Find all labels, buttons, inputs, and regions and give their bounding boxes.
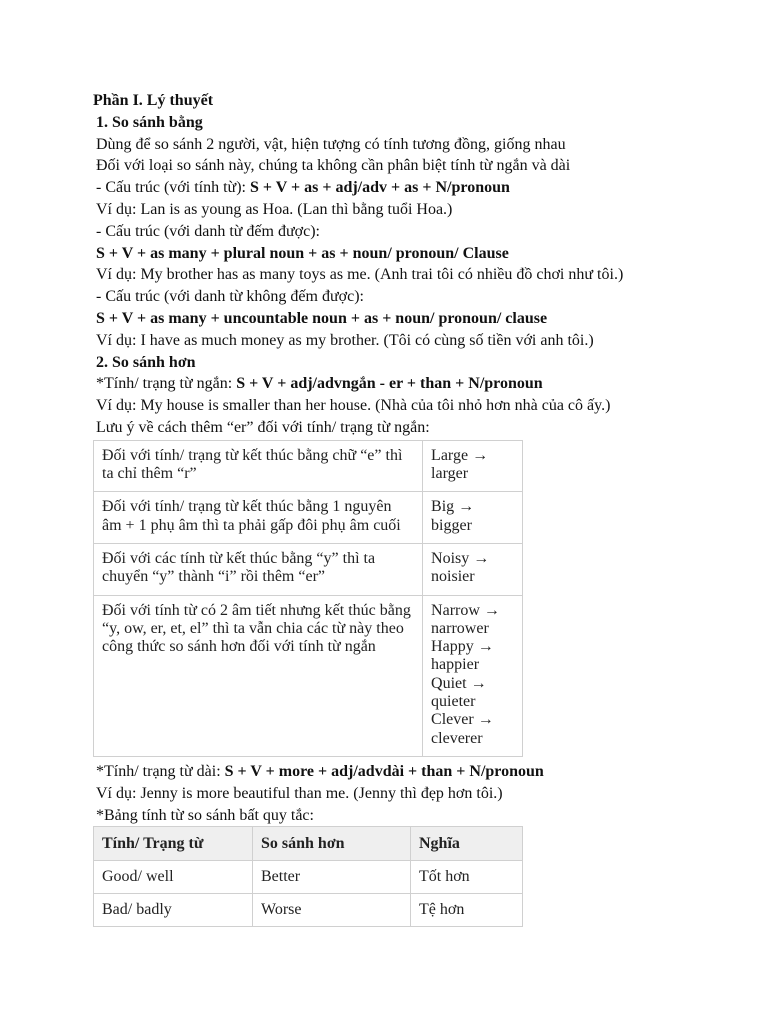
structure-countable-label: - Cấu trúc (với danh từ đếm được): [96, 222, 320, 240]
example-1: Ví dụ: Lan is as young as Hoa. (Lan thì bằng tuổi Hoa.) [96, 200, 453, 218]
short-formula: S + V + adj/advngắn - er + than + N/pronoun [236, 375, 543, 393]
example-word: quieter [431, 693, 476, 711]
table-row [94, 543, 523, 595]
paragraph-definition: Dùng để so sánh 2 người, vật, hiện tượng có tính tương đồng, giống nhau [96, 135, 566, 153]
table-cell: Better [253, 861, 411, 894]
table-cell: Good/ well [94, 861, 253, 894]
rule-examples [423, 595, 523, 756]
irregular-table [93, 826, 523, 927]
table-cell: Tệ hơn [411, 894, 523, 927]
structure-formula: S + V + as + adj/adv + as + N/pronoun [250, 179, 510, 197]
rule-description: Đối với các tính từ kết thúc bằng “y” thì ta chuyển “y” thành “i” rồi thêm “er” [94, 543, 423, 595]
example-word: cleverer [431, 729, 483, 747]
table-header-row [94, 827, 523, 861]
heading-equal-comparison: 1. So sánh bằng [96, 113, 203, 131]
heading-comparative: 2. So sánh hơn [96, 353, 196, 371]
long-label: *Tính/ trạng từ dài: [96, 762, 225, 780]
structure-uncountable-formula: S + V + as many + uncountable noun + as + noun/ pronoun/ clause [96, 309, 548, 327]
example-word: Narrow → [431, 601, 500, 619]
table-cell: Tốt hơn [411, 861, 523, 894]
structure-uncountable-label: - Cấu trúc (với danh từ không đếm được): [96, 288, 364, 306]
example-word: larger [431, 465, 469, 483]
example-3: Ví dụ: I have as much money as my brother. (Tôi có cùng số tiền với anh tôi.) [96, 331, 594, 349]
example-word: narrower [431, 619, 489, 637]
rule-examples [423, 440, 523, 492]
irregular-title: *Bảng tính từ so sánh bất quy tắc: [96, 806, 314, 824]
document-content [93, 90, 713, 927]
example-word: bigger [431, 516, 472, 534]
example-word: Noisy → [431, 549, 490, 567]
rule-description: Đối với tính từ có 2 âm tiết nhưng kết thúc bằng “y, ow, er, et, el” thì ta vẫn chia các từ này theo công thức so sánh hơn đối với tính từ ngắn [94, 595, 423, 756]
structure-countable-formula: S + V + as many + plural noun + as + noun/ pronoun/ Clause [96, 244, 509, 262]
structure-short [93, 373, 713, 395]
table-row [94, 595, 523, 756]
example-2: Ví dụ: My brother has as many toys as me. (Anh trai tôi có nhiều đồ chơi như tôi.) [96, 266, 624, 284]
table-cell: Worse [253, 894, 411, 927]
table-row [94, 440, 523, 492]
example-word: Clever → [431, 711, 494, 729]
note-er: Lưu ý về cách thêm “er” đối với tính/ trạng từ ngắn: [96, 418, 430, 436]
column-header: Tính/ Trạng từ [94, 827, 253, 861]
er-rules-table [93, 440, 523, 757]
example-word: Happy → [431, 638, 494, 656]
example-4: Ví dụ: My house is smaller than her house. (Nhà của tôi nhỏ hơn nhà của cô ấy.) [96, 397, 611, 415]
column-header: Nghĩa [411, 827, 523, 861]
section-title: Phần I. Lý thuyết [93, 92, 214, 109]
rule-examples [423, 492, 523, 544]
structure-adjective [93, 177, 713, 199]
rule-description: Đối với tính/ trạng từ kết thúc bằng chữ “e” thì ta chỉ thêm “r” [94, 440, 423, 492]
short-label: *Tính/ trạng từ ngắn: [96, 375, 237, 393]
structure-long [93, 761, 713, 783]
example-word: happier [431, 656, 480, 674]
long-formula: S + V + more + adj/advdài + than + N/pronoun [224, 762, 544, 780]
table-row [94, 492, 523, 544]
rule-examples [423, 543, 523, 595]
example-word: Quiet → [431, 674, 487, 692]
rule-description: Đối với tính/ trạng từ kết thúc bằng 1 nguyên âm + 1 phụ âm thì ta phải gấp đôi phụ âm cuối [94, 492, 423, 544]
example-5: Ví dụ: Jenny is more beautiful than me. (Jenny thì đẹp hơn tôi.) [96, 784, 503, 802]
example-word: Large → [431, 446, 489, 464]
column-header: So sánh hơn [253, 827, 411, 861]
example-word: Big → [431, 498, 475, 516]
structure-label: - Cấu trúc (với tính từ): [96, 179, 250, 197]
table-row [94, 894, 523, 927]
example-word: noisier [431, 568, 475, 586]
table-cell: Bad/ badly [94, 894, 253, 927]
paragraph-note: Đối với loại so sánh này, chúng ta không cần phân biệt tính từ ngắn và dài [96, 157, 571, 175]
table-row [94, 861, 523, 894]
